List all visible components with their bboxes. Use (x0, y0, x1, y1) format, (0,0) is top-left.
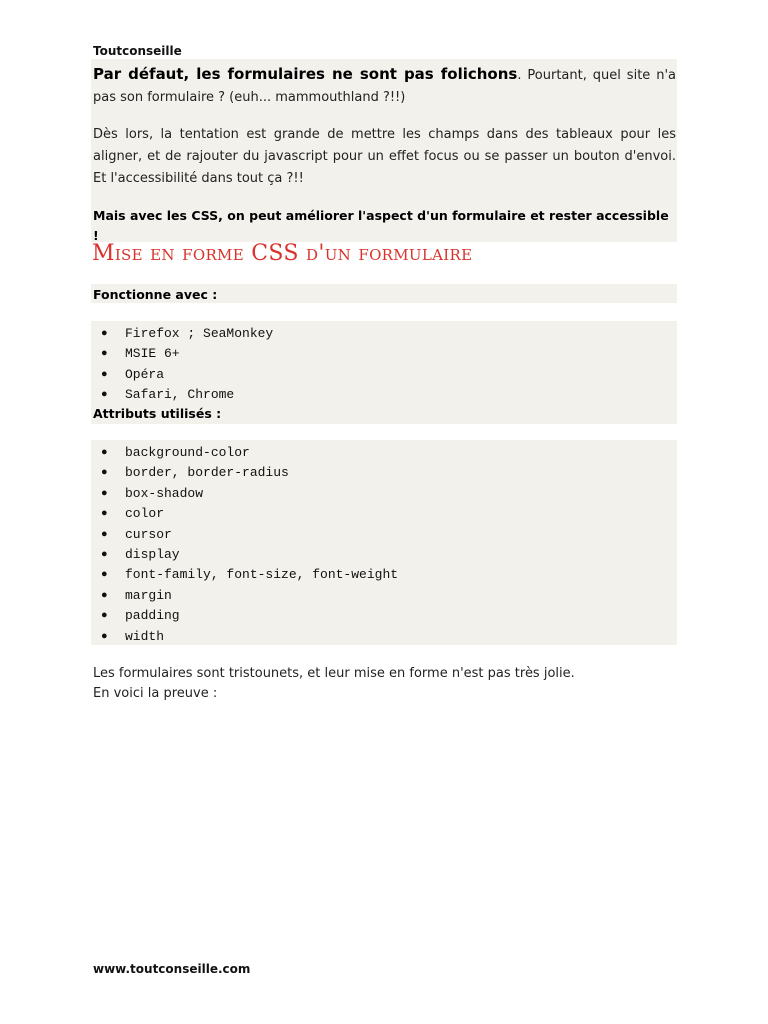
bullet-icon: ● (101, 508, 108, 521)
compat-label: Fonctionne avec : (93, 287, 218, 302)
attributes-list-item-text: font-family, font-size, font-weight (125, 567, 399, 583)
attributes-list-item (91, 606, 677, 626)
intro-paragraph-2: Dès lors, la tentation est grande de mettre les champs dans des tableaux pour les aligner, et de rajouter du javascript pour un effet focus ou se passer un bouton d'envoi. Et l'accessibilité dans tout ça ?!! (93, 127, 676, 186)
body-text (93, 664, 676, 704)
bullet-icon: ● (101, 447, 108, 459)
attributes-list-item-text: background-color (125, 445, 250, 460)
compat-list-item-text: Safari, Chrome (125, 387, 235, 403)
intro-lead-rest: . Pourtant, quel site n'a pas son formulaire ? (euh... mammouthland ?!!) (93, 68, 676, 105)
attributes-list-item (91, 627, 677, 647)
attributes-list-item-text: width (125, 628, 165, 644)
attributes-list-panel (91, 440, 677, 645)
attributes-list-item (91, 525, 677, 545)
section-title: Mise en forme CSS d'un formulaire (92, 241, 473, 266)
bullet-icon: ● (101, 368, 108, 381)
body-line-2: En voici la preuve : (93, 686, 218, 701)
attributes-list-item (91, 443, 677, 463)
attributes-list-item-text: color (125, 506, 165, 522)
bullet-icon: ● (101, 630, 108, 643)
intro-paragraph-1 (93, 63, 676, 109)
bullet-icon: ● (101, 389, 108, 402)
attributes-list-item (91, 586, 677, 606)
attributes-list-item (91, 504, 677, 524)
intro-lead: Par défaut, les formulaires ne sont pas folichons (93, 65, 518, 83)
attributes-list-item (91, 463, 677, 483)
compat-list-item-text: Opéra (125, 366, 165, 382)
body-line-1: Les formulaires sont tristounets, et leur mise en forme n'est pas très jolie. (93, 666, 575, 681)
compat-list-item (91, 365, 677, 385)
attributes-list-item-text: padding (125, 608, 180, 624)
attributes-list-item (91, 545, 677, 565)
attributes-label: Attributs utilisés : (93, 406, 222, 421)
compat-list-item-text: MSIE 6+ (125, 346, 180, 362)
compat-list-item-text: Firefox ; SeaMonkey (125, 326, 274, 341)
bullet-icon: ● (101, 589, 108, 602)
compat-list-item (91, 385, 677, 405)
attributes-list-item-text: box-shadow (125, 485, 204, 501)
attributes-list-item-text: cursor (125, 526, 172, 542)
bullet-icon: ● (101, 487, 108, 500)
attributes-list-item-text: margin (125, 587, 172, 603)
bullet-icon: ● (101, 569, 108, 582)
bullet-icon: ● (101, 348, 108, 361)
attributes-list-item (91, 565, 677, 585)
bullet-icon: ● (101, 548, 108, 561)
intro-paragraph-3: Mais avec les CSS, on peut améliorer l'aspect d'un formulaire et rester accessible ! (93, 208, 669, 243)
compat-list-panel (91, 321, 677, 405)
site-name-header: Toutconseille (93, 44, 182, 58)
attributes-list (91, 443, 677, 647)
attributes-list-item-text: display (125, 546, 180, 562)
bullet-icon: ● (101, 467, 108, 480)
compat-list-item (91, 324, 677, 344)
attributes-list-item (91, 484, 677, 504)
attributes-list-item-text: border, border-radius (125, 465, 289, 481)
compat-list (91, 324, 677, 406)
footer-url: www.toutconseille.com (93, 962, 251, 976)
bullet-icon: ● (101, 328, 108, 340)
compat-list-item (91, 344, 677, 364)
bullet-icon: ● (101, 528, 108, 541)
bullet-icon: ● (101, 610, 108, 623)
